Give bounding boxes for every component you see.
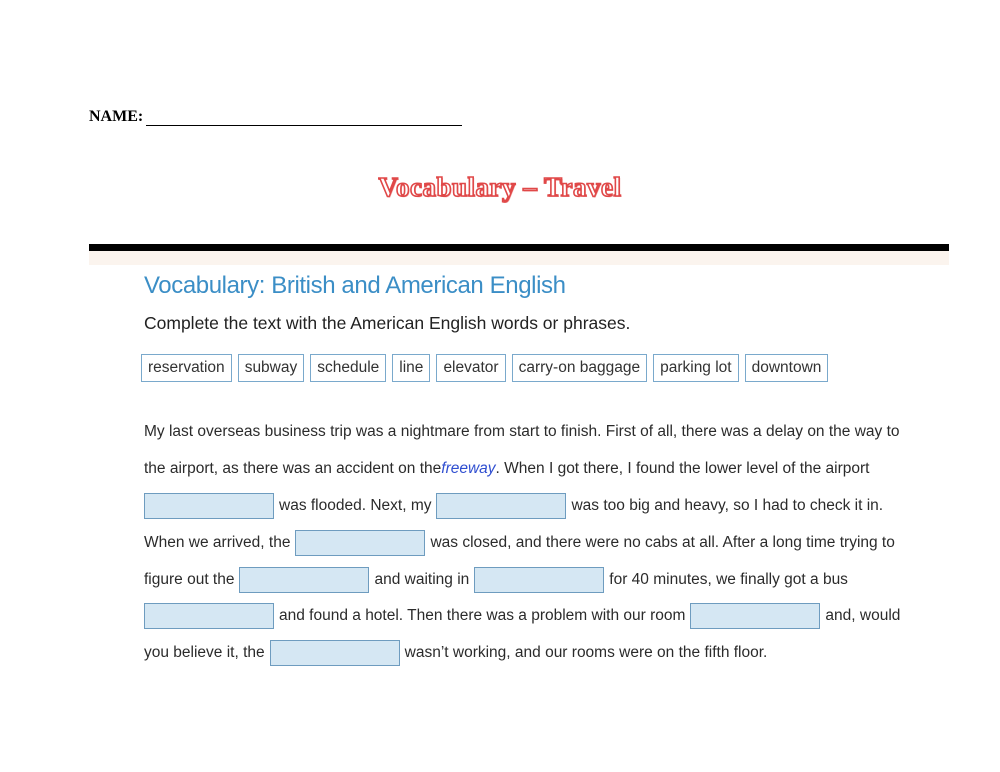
name-label: NAME:	[89, 108, 144, 125]
word-bank-item[interactable]: reservation	[141, 354, 232, 382]
answer-blank-4[interactable]	[239, 567, 369, 593]
worksheet-title: Vocabulary – Travel	[378, 172, 622, 202]
word-bank-item[interactable]: elevator	[436, 354, 505, 382]
word-bank-item[interactable]: carry-on baggage	[512, 354, 648, 382]
answer-blank-6[interactable]	[144, 603, 274, 629]
divider-shade	[89, 251, 949, 265]
story-text-segment: was closed, and there were no cabs at all. After a long time trying to	[430, 533, 895, 551]
word-bank	[141, 354, 828, 382]
story-text-segment: When we arrived, the	[144, 533, 291, 551]
story-text-segment: figure out the	[144, 570, 235, 588]
exercise-instructions: Complete the text with the American English words or phrases.	[144, 313, 631, 333]
story-line	[144, 561, 904, 598]
story-line	[144, 414, 904, 451]
story-line	[144, 524, 904, 561]
story-line	[144, 488, 904, 525]
story-text-segment: My last overseas business trip was a nightmare from start to finish. First of all, there was a delay on the way to	[144, 423, 900, 441]
story-text	[144, 414, 904, 672]
story-line	[144, 451, 904, 488]
word-bank-item[interactable]: parking lot	[653, 354, 739, 382]
story-text-segment: for 40 minutes, we finally got a bus	[609, 570, 848, 588]
story-text-segment: wasn’t working, and our rooms were on the fifth floor.	[404, 644, 768, 662]
story-text-segment: . When I got there, I found the lower level of the airport	[495, 460, 870, 478]
answer-blank-8[interactable]	[270, 640, 400, 666]
story-text-segment: and waiting in	[374, 570, 470, 588]
story-text-segment: and, would	[825, 607, 901, 625]
divider-rule	[89, 244, 949, 251]
answer-blank-1[interactable]	[144, 493, 274, 519]
answer-blank-3[interactable]	[295, 530, 425, 556]
word-bank-item[interactable]: schedule	[310, 354, 386, 382]
word-bank-item[interactable]: subway	[238, 354, 305, 382]
story-text-segment: you believe it, the	[144, 644, 265, 662]
story-text-segment: and found a hotel. Then there was a problem with our room	[279, 607, 686, 625]
example-word: freeway	[441, 460, 496, 478]
word-bank-item[interactable]: line	[392, 354, 430, 382]
answer-blank-7[interactable]	[690, 603, 820, 629]
name-field	[89, 108, 462, 126]
story-text-segment: was flooded. Next, my	[279, 496, 432, 514]
answer-blank-2[interactable]	[436, 493, 566, 519]
answer-blank-5[interactable]	[474, 567, 604, 593]
story-text-segment: was too big and heavy, so I had to check it in.	[571, 496, 884, 514]
story-line	[144, 598, 904, 635]
word-bank-item[interactable]: downtown	[745, 354, 829, 382]
exercise-title: Vocabulary: British and American English	[144, 272, 566, 299]
name-blank-line[interactable]	[146, 111, 462, 126]
story-line	[144, 635, 904, 672]
story-text-segment: the airport, as there was an accident on the	[144, 460, 442, 478]
